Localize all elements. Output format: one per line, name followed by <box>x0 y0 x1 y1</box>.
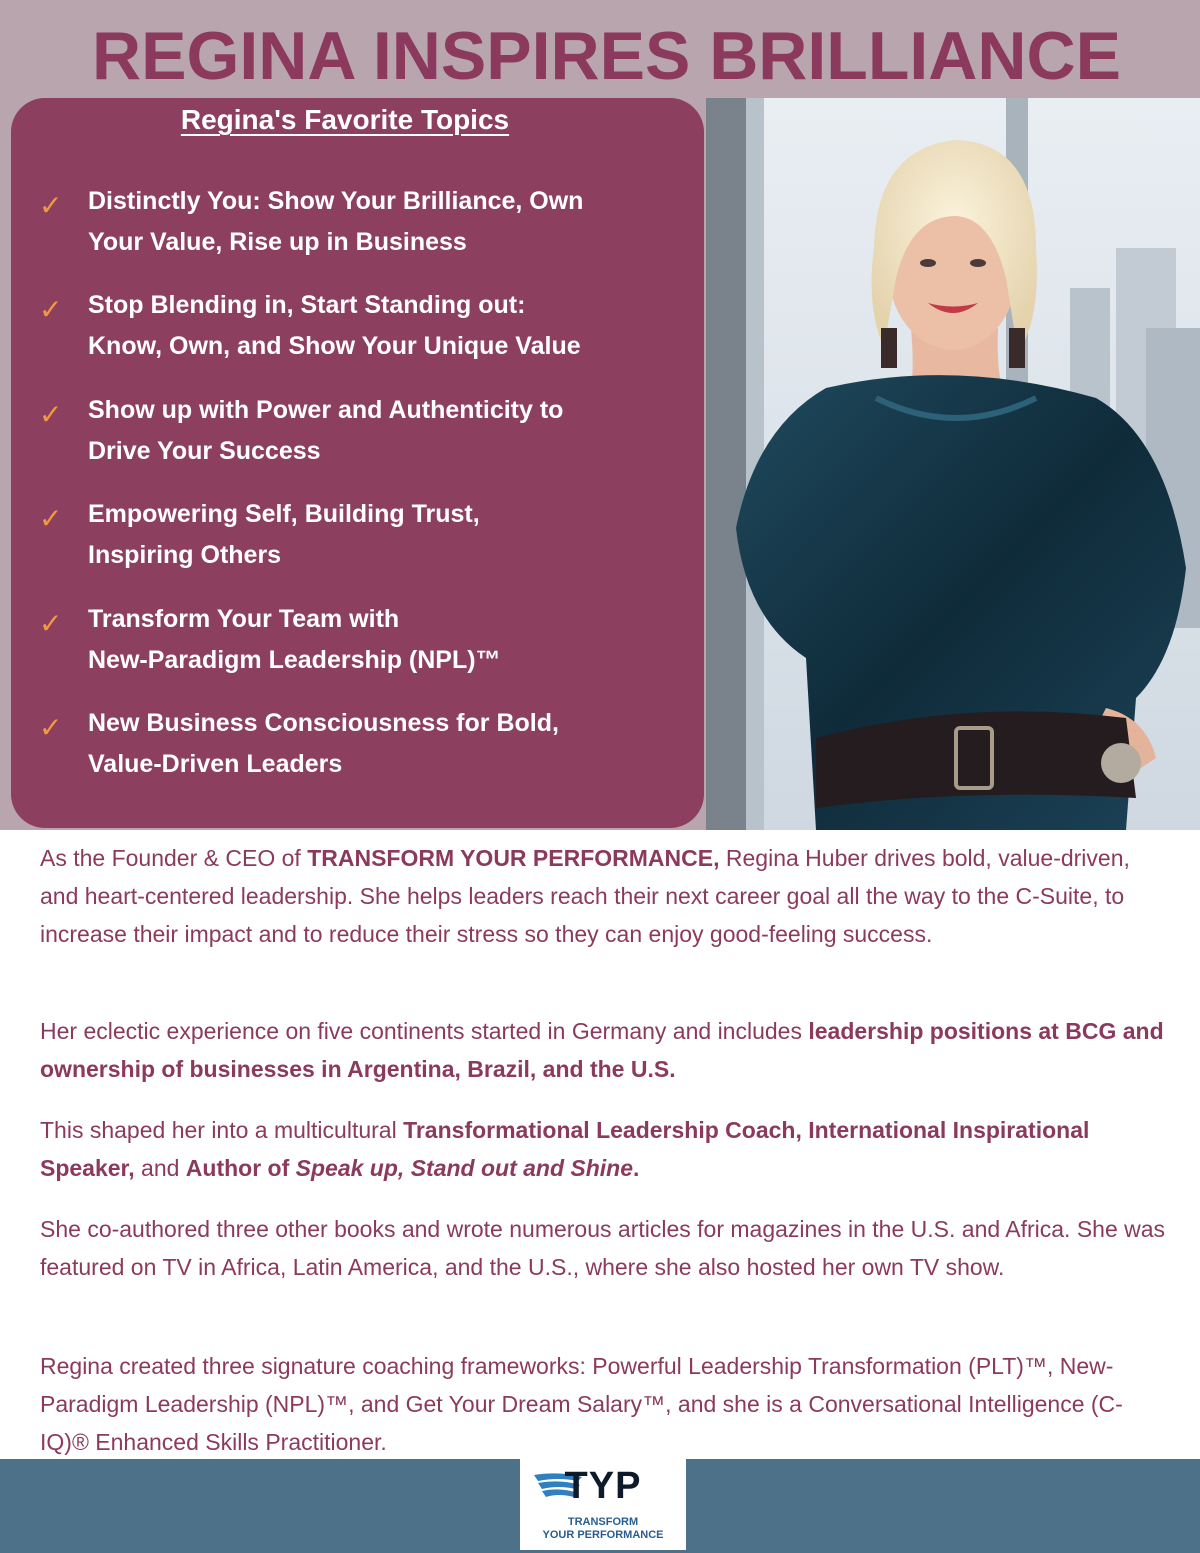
bio-text: This shaped her into a multicultural <box>40 1117 404 1143</box>
check-icon: ✓ <box>39 503 63 534</box>
check-icon: ✓ <box>39 712 63 743</box>
check-icon: ✓ <box>39 399 63 430</box>
logo-line-1: TRANSFORM <box>567 1516 639 1528</box>
typ-logo <box>520 1459 686 1550</box>
topic-item <box>88 494 648 576</box>
topic-line: Know, Own, and Show Your Unique Value <box>88 332 581 360</box>
topic-line: New-Paradigm Leadership (NPL)™ <box>88 646 501 674</box>
topic-item <box>88 703 648 785</box>
check-icon: ✓ <box>39 294 63 325</box>
check-icon: ✓ <box>39 190 63 221</box>
topic-item <box>88 599 648 681</box>
bio-highlight: leadership positions at BCG and ownership of businesses in Argentina, Brazil, and the U.S. <box>40 1018 1164 1082</box>
topic-line: Value-Driven Leaders <box>88 750 343 778</box>
topic-line: Transform Your Team with <box>88 605 400 633</box>
logo-line-2: YOUR PERFORMANCE <box>542 1529 664 1541</box>
bio-paragraph-3 <box>40 1111 1170 1187</box>
topic-line: Your Value, Rise up in Business <box>88 228 467 256</box>
logo-mark: TYP <box>564 1465 642 1507</box>
bio-text: As the Founder & CEO of <box>40 845 308 871</box>
topic-item <box>88 390 648 472</box>
bio-paragraph-4: She co-authored three other books and wrote numerous articles for magazines in the U.S. and Africa. She was featured on TV in Africa, Latin America, and the U.S., where she also hosted her own TV show. <box>40 1216 1166 1280</box>
topic-line: Inspiring Others <box>88 541 282 569</box>
topic-line: Stop Blending in, Start Standing out: <box>88 291 526 319</box>
bio-highlight: Author of <box>185 1155 296 1181</box>
topic-line: Distinctly You: Show Your Brilliance, Own <box>88 187 584 215</box>
bio-text: Her eclectic experience on five continents started in Germany and includes <box>40 1018 809 1044</box>
bio-company-name: TRANSFORM YOUR PERFORMANCE, <box>307 845 720 871</box>
bio-paragraph-2 <box>40 1012 1170 1088</box>
portrait-photo <box>706 98 1200 830</box>
topic-line: New Business Consciousness for Bold, <box>88 709 559 737</box>
bio-paragraph-1 <box>40 839 1170 953</box>
topic-item <box>88 285 648 367</box>
topic-item <box>88 181 648 263</box>
bio-text: . <box>633 1155 640 1181</box>
bio-paragraph-5: Regina created three signature coaching frameworks: Powerful Leadership Transformation (PLT)™, New-Paradigm Leadership (NPL)™, and Get Your Dream Salary™, and she is a Conversational Intelligence (C-IQ)® Enhanced Skills Practitioner. <box>40 1353 1123 1455</box>
bio-text: and <box>134 1155 186 1181</box>
topic-line: Drive Your Success <box>88 437 321 465</box>
page-title: REGINA INSPIRES BRILLIANCE <box>92 18 1121 94</box>
bio-text: Regina Huber drives bold, value-driven, and heart-centered leadership. She helps leaders reach their next career goal all the way to the C-Suite, to increase their impact and to reduce their stress so they can enjoy good-feeling success. <box>40 845 1130 947</box>
topic-line: Empowering Self, Building Trust, <box>88 500 480 528</box>
book-title: Speak up, Stand out and Shine <box>295 1155 634 1181</box>
topic-line: Show up with Power and Authenticity to <box>88 396 564 424</box>
topics-heading: Regina's Favorite Topics <box>180 104 510 135</box>
bio-highlight: Transformational Leadership Coach, International Inspirational Speaker, <box>40 1117 1090 1181</box>
check-icon: ✓ <box>39 608 63 639</box>
woman-portrait-icon <box>706 98 1200 830</box>
